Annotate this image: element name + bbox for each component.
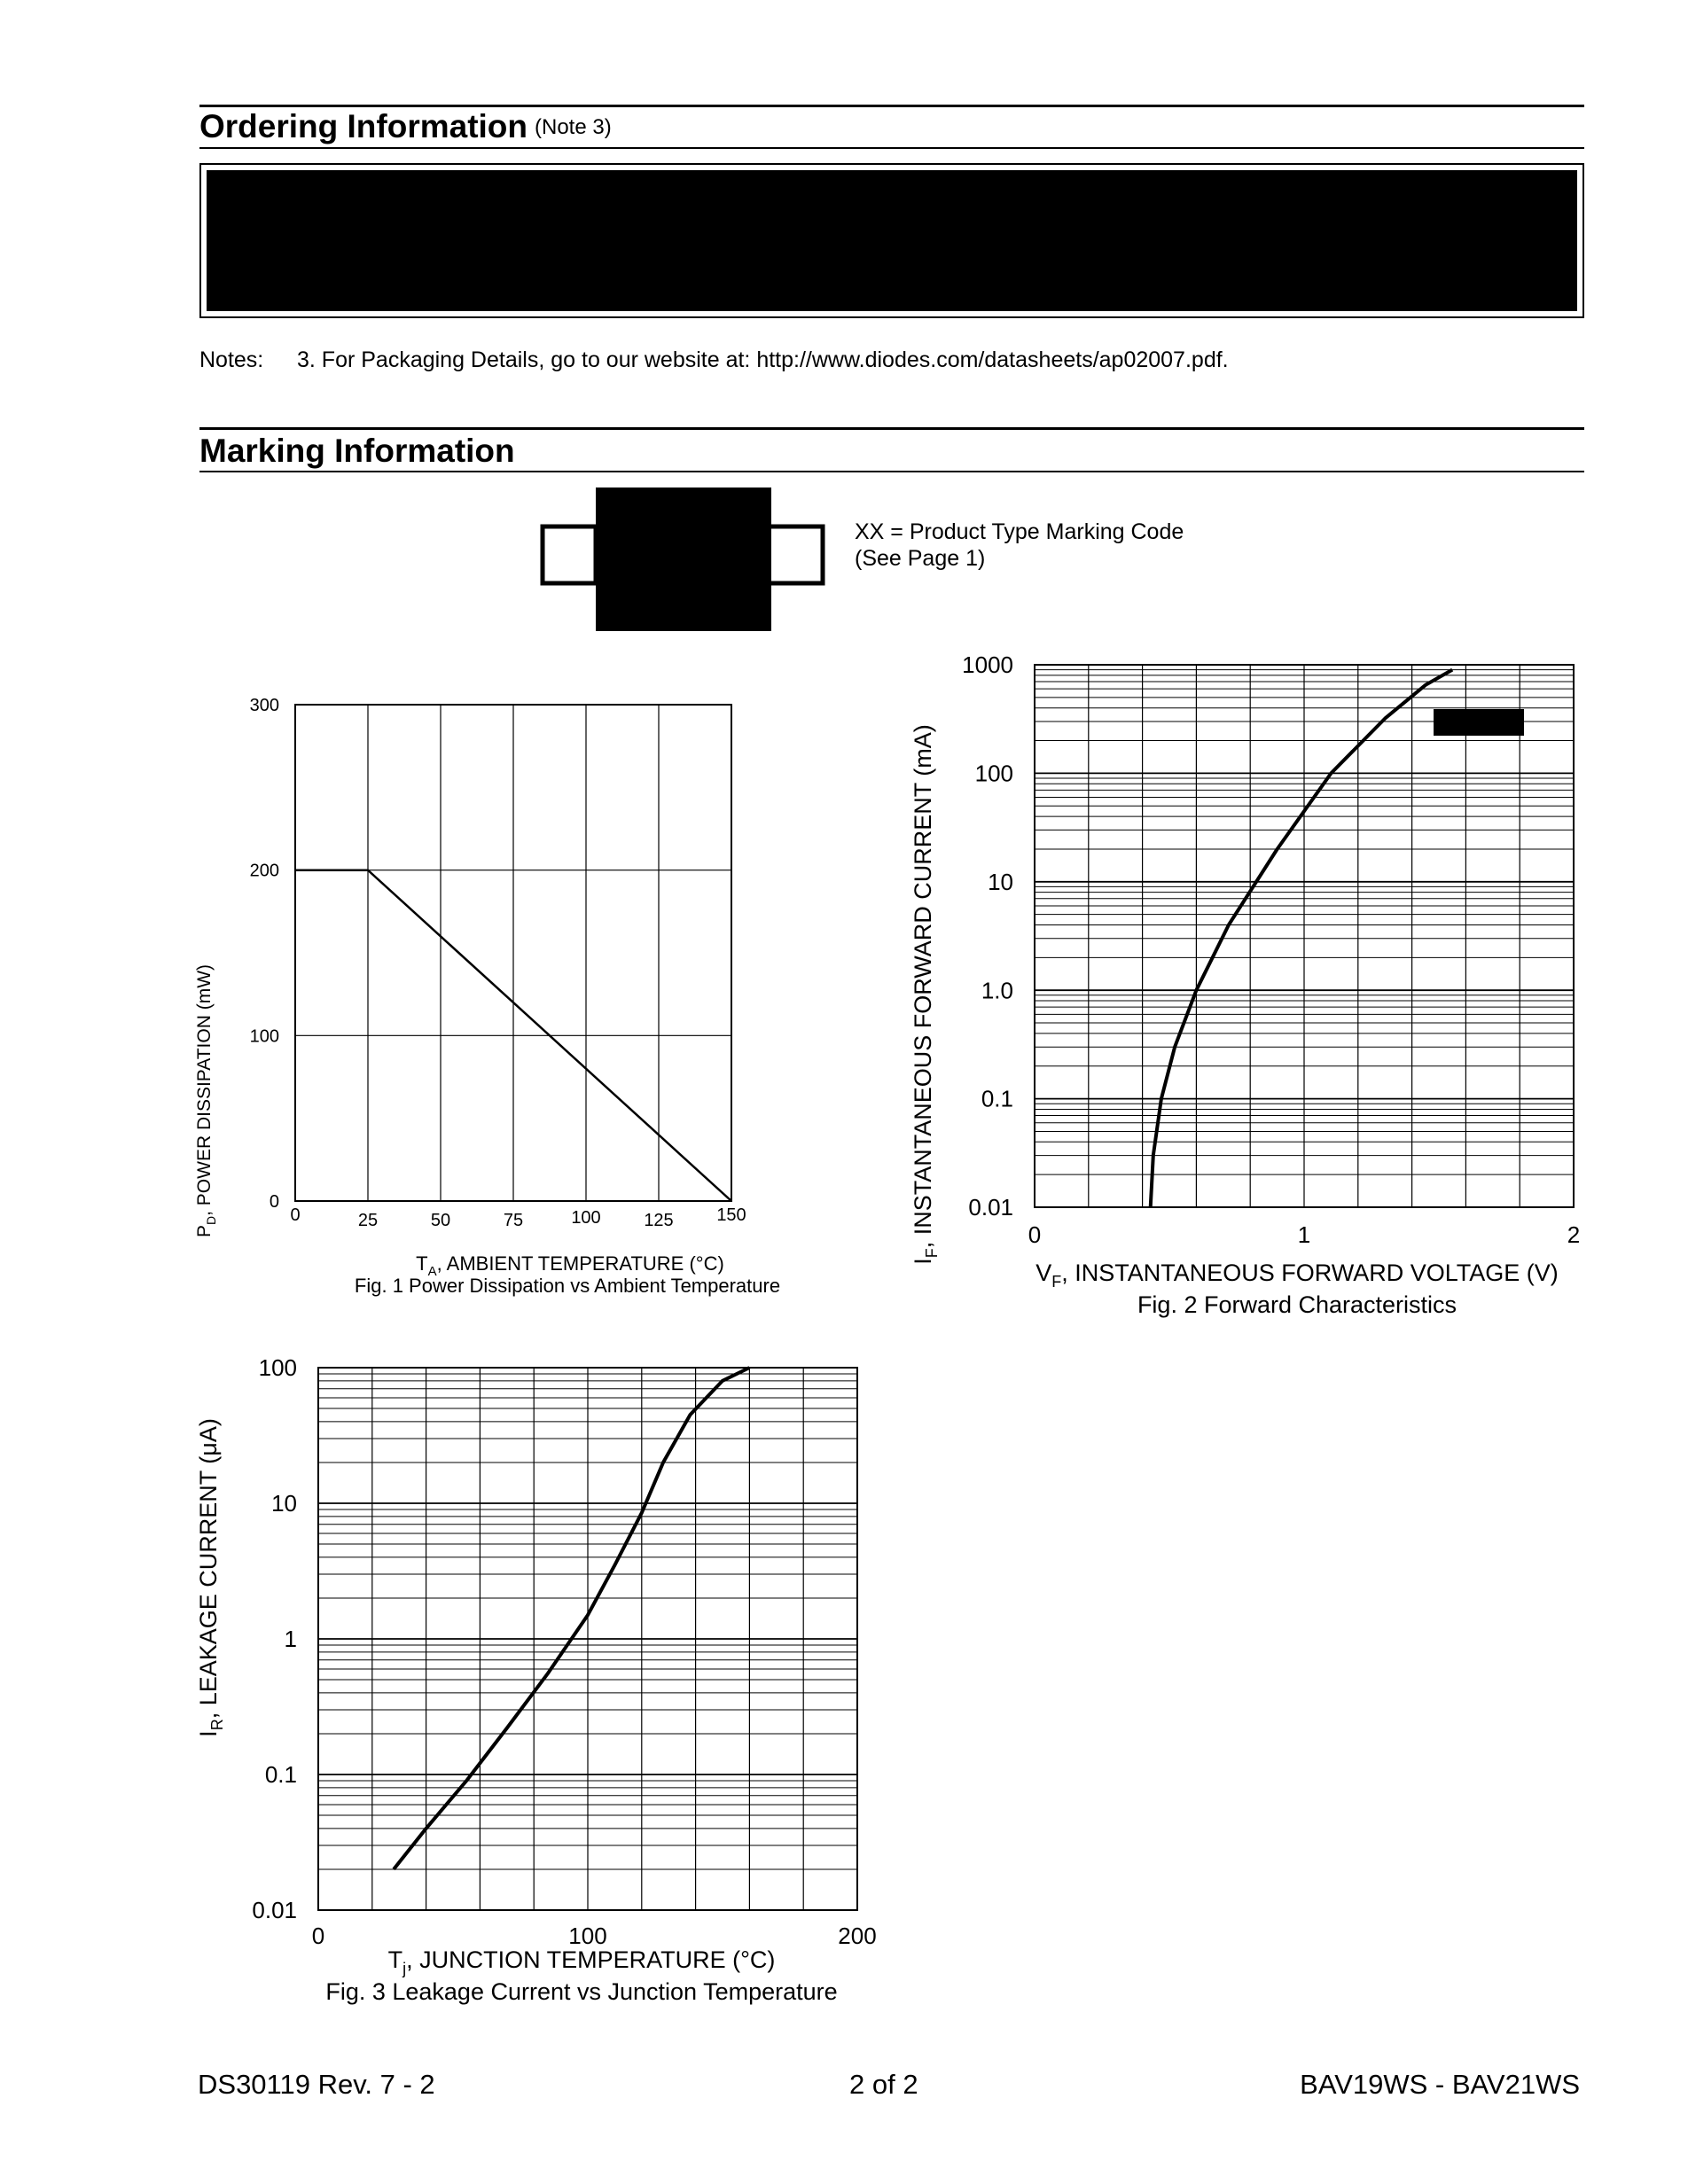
y-tick-label: 10 <box>271 1490 297 1517</box>
package-left-lead <box>543 526 596 583</box>
y-tick-label: 200 <box>249 861 279 881</box>
fig1-power-dissipation-chart <box>186 674 887 1303</box>
x-tick-label: 0 <box>311 1923 325 1949</box>
fig1-tick-labels <box>250 696 746 1230</box>
y-tick-label: 1000 <box>962 651 1013 679</box>
ordering-table-redacted <box>199 163 1584 318</box>
y-tick-label: 100 <box>258 1354 297 1382</box>
fig2-grid <box>1035 665 1574 1207</box>
ordering-note-ref: (Note 3) <box>535 115 612 139</box>
fig3-ylabel: $I_R$, LEAKAGE CURRENT (μA) <box>195 1418 226 1737</box>
footer-part-number: BAV19WS - BAV21WS <box>1300 2069 1580 2100</box>
marking-legend-line2: (See Page 1) <box>855 546 986 571</box>
x-tick-label: 1 <box>1297 1221 1311 1248</box>
footer-doc-id: DS30119 Rev. 7 - 2 <box>198 2069 435 2100</box>
y-tick-label: 300 <box>249 696 279 715</box>
x-tick-label: 125 <box>644 1211 674 1230</box>
x-tick-label: 100 <box>571 1208 601 1228</box>
marking-title: Marking Information <box>199 433 515 469</box>
y-tick-label: 0.1 <box>981 1085 1013 1112</box>
y-tick-label: 100 <box>249 1026 279 1047</box>
fig1-title: Fig. 1 Power Dissipation vs Ambient Temperature <box>354 1275 781 1297</box>
x-tick-label: 75 <box>503 1211 524 1230</box>
fig3-title: Fig. 3 Leakage Current vs Junction Temperature <box>325 1978 838 2005</box>
x-tick-label: 2 <box>1567 1221 1581 1248</box>
redaction-block <box>207 170 1577 311</box>
x-tick-label: 25 <box>357 1211 379 1230</box>
fig1-ylabel: $P_D$, POWER DISSIPATION (mW) <box>194 963 218 1238</box>
ordering-top-rule <box>199 105 1584 107</box>
y-tick-label: 0 <box>269 1192 279 1212</box>
x-tick-label: 150 <box>716 1205 746 1225</box>
y-tick-label: 1.0 <box>981 977 1013 1004</box>
fig2-forward-characteristics-chart <box>887 638 1596 1338</box>
notes-text: 3. For Packaging Details, go to our website at: http://www.diodes.com/datasheets/ap02007.pdf. <box>297 347 1229 372</box>
fig3-series-curve <box>394 1368 749 1869</box>
footer-page-number: 2 of 2 <box>849 2069 918 2100</box>
y-tick-label: 0.1 <box>264 1761 297 1789</box>
notes <box>199 347 1229 373</box>
fig3-xlabel: $T_j$, JUNCTION TEMPERATURE (°C) <box>387 1946 776 1977</box>
fig3-grid <box>318 1368 857 1910</box>
ordering-title: Ordering Information (Note 3) <box>199 108 612 144</box>
package-right-lead <box>768 526 823 583</box>
x-tick-label: 0 <box>1028 1221 1042 1248</box>
y-tick-label: 0.01 <box>252 1897 297 1924</box>
y-tick-label: 0.01 <box>968 1194 1013 1221</box>
marking-legend-line1: XX = Product Type Marking Code <box>855 519 1184 544</box>
fig2-xlabel: $V_F$, INSTANTANEOUS FORWARD VOLTAGE (V) <box>1035 1260 1559 1291</box>
ordering-bottom-rule <box>199 147 1584 149</box>
fig2-ylabel: $I_F$, INSTANTANEOUS FORWARD CURRENT (mA) <box>910 724 941 1265</box>
y-tick-label: 10 <box>988 868 1013 895</box>
fig1-xlabel: $T_A$, AMBIENT TEMPERATURE (°C) <box>416 1252 724 1279</box>
fig2-legend-redacted <box>1434 709 1524 736</box>
notes-label: Notes: <box>199 347 264 372</box>
marking-bottom-rule <box>199 471 1584 472</box>
marking-top-rule <box>199 427 1584 430</box>
x-tick-label: 50 <box>430 1211 451 1230</box>
fig3-leakage-current-chart <box>186 1330 895 2021</box>
fig2-title: Fig. 2 Forward Characteristics <box>1137 1291 1457 1318</box>
x-tick-label: 200 <box>838 1923 877 1949</box>
y-tick-label: 1 <box>284 1626 297 1653</box>
x-tick-label: 100 <box>568 1923 607 1949</box>
y-tick-label: 100 <box>974 760 1013 787</box>
marking-legend <box>855 519 1184 572</box>
package-body-redacted <box>596 488 771 631</box>
x-tick-label: 0 <box>290 1205 301 1225</box>
package-marking-diagram <box>532 486 833 636</box>
fig1-grid <box>295 705 731 1201</box>
